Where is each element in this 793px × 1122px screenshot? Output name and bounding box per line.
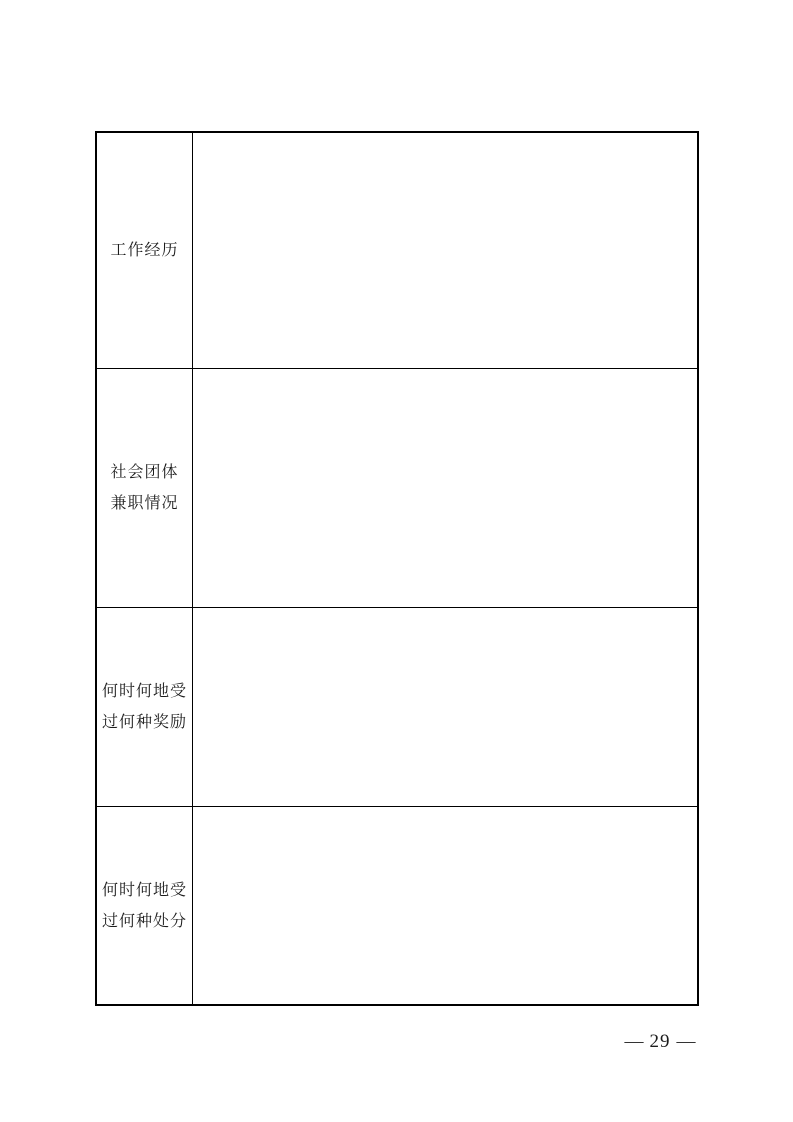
row-label-line: 何时何地受 xyxy=(101,881,187,899)
table-row-work-experience xyxy=(97,133,697,369)
page-number xyxy=(610,1031,710,1053)
row-label-line: 何时何地受 xyxy=(101,683,187,700)
page-number-value: 29 xyxy=(649,1031,671,1052)
row-label-cell xyxy=(97,807,193,1004)
row-label-line: 过何种处分 xyxy=(101,912,187,930)
row-content-cell xyxy=(193,807,697,1004)
personnel-form-table xyxy=(95,131,699,1006)
row-content-cell xyxy=(193,608,697,806)
row-label-line: 工作经历 xyxy=(110,242,179,259)
row-label-line: 过何种奖励 xyxy=(101,714,187,731)
row-label-line: 兼职情况 xyxy=(110,495,179,512)
page-number-dash-right: — xyxy=(676,1031,696,1052)
row-label-cell xyxy=(97,369,193,607)
row-content-cell xyxy=(193,133,697,368)
table-row-awards xyxy=(97,608,697,807)
row-label-line: 社会团体 xyxy=(110,464,179,481)
table-row-punishments xyxy=(97,807,697,1004)
row-label-cell xyxy=(97,608,193,806)
table-row-social-groups xyxy=(97,369,697,608)
row-content-cell xyxy=(193,369,697,607)
row-label-cell xyxy=(97,133,193,368)
page-number-dash-left: — xyxy=(624,1031,644,1052)
